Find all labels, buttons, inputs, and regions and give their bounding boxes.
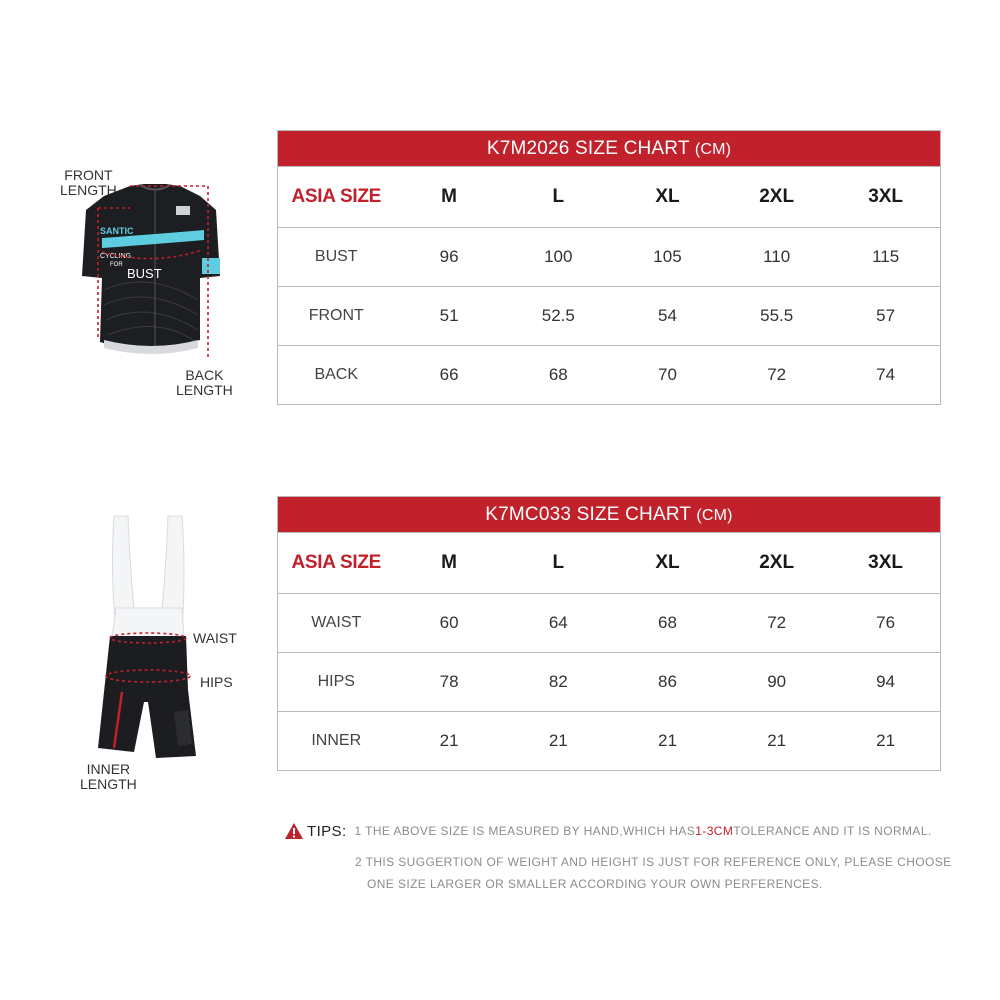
- jersey-logo-badge: [176, 206, 190, 215]
- bust-label: BUST: [127, 266, 162, 281]
- bib-size-xl: XL: [613, 533, 722, 594]
- table-cell: 21: [395, 712, 504, 771]
- jersey-asia-size-label: ASIA SIZE: [278, 167, 395, 228]
- table-cell: 90: [722, 653, 831, 712]
- table-row: [278, 287, 941, 346]
- table-cell: 94: [831, 653, 940, 712]
- row-label-bust: BUST: [278, 228, 395, 287]
- table-cell: 74: [831, 346, 940, 405]
- bib-size-m: M: [395, 533, 504, 594]
- table-cell: 72: [722, 346, 831, 405]
- table-cell: 96: [395, 228, 504, 287]
- waist-label: WAIST: [193, 630, 237, 646]
- table-row: [278, 228, 941, 287]
- jersey-brand-cycling: CYCLING: [100, 253, 132, 260]
- row-label-front: FRONT: [278, 287, 395, 346]
- bib-size-chart: [277, 496, 941, 771]
- table-cell: 21: [722, 712, 831, 771]
- inner-length-label-line2: LENGTH: [80, 776, 137, 792]
- table-cell: 105: [613, 228, 722, 287]
- table-row: [278, 594, 941, 653]
- table-cell: 100: [504, 228, 613, 287]
- table-cell: 78: [395, 653, 504, 712]
- table-cell: 66: [395, 346, 504, 405]
- jersey-size-2xl: 2XL: [722, 167, 831, 228]
- bib-size-3xl: 3XL: [831, 533, 940, 594]
- jersey-size-chart: [277, 130, 941, 405]
- bib-size-2xl: 2XL: [722, 533, 831, 594]
- tips-line1-end: TOLERANCE AND IT IS NORMAL.: [733, 824, 932, 838]
- table-cell: 68: [504, 346, 613, 405]
- table-cell: 57: [831, 287, 940, 346]
- tips-tolerance-value: 1-3CM: [695, 824, 734, 838]
- bib-size-header-row: [278, 533, 941, 594]
- table-cell: 21: [504, 712, 613, 771]
- jersey-brand-for: FOR: [110, 262, 123, 268]
- inner-length-label-line1: INNER: [86, 761, 131, 777]
- back-length-label-line1: BACK: [185, 367, 224, 383]
- jersey-illustration: [78, 180, 228, 365]
- row-label-waist: WAIST: [278, 594, 395, 653]
- warning-icon: [284, 822, 304, 840]
- table-row: [278, 653, 941, 712]
- table-cell: 76: [831, 594, 940, 653]
- front-length-label-line2: LENGTH: [60, 182, 117, 198]
- jersey-sleeve-cuff: [202, 258, 220, 274]
- inner-length-label: [80, 762, 137, 792]
- hips-label: HIPS: [200, 674, 233, 690]
- jersey-size-xl: XL: [613, 167, 722, 228]
- bib-shorts-illustration: [92, 512, 202, 767]
- back-length-label-line2: LENGTH: [176, 382, 233, 398]
- table-cell: 52.5: [504, 287, 613, 346]
- table-cell: 86: [613, 653, 722, 712]
- row-label-hips: HIPS: [278, 653, 395, 712]
- front-length-label-line1: FRONT: [64, 167, 113, 183]
- table-cell: 21: [613, 712, 722, 771]
- table-cell: 51: [395, 287, 504, 346]
- tips-line-2: 2 THIS SUGGERTION OF WEIGHT AND HEIGHT IS JUST FOR REFERENCE ONLY, PLEASE CHOOSE: [355, 855, 952, 869]
- table-cell: 21: [831, 712, 940, 771]
- bib-chart-title-text: K7MC033 SIZE CHART: [485, 503, 691, 525]
- jersey-size-3xl: 3XL: [831, 167, 940, 228]
- table-cell: 115: [831, 228, 940, 287]
- table-row: [278, 346, 941, 405]
- jersey-size-m: M: [395, 167, 504, 228]
- table-cell: 54: [613, 287, 722, 346]
- table-cell: 64: [504, 594, 613, 653]
- bib-chart-title: [278, 497, 941, 533]
- back-length-label: [176, 368, 233, 398]
- jersey-brand-santic: SANTIC: [100, 226, 134, 236]
- tips-title: TIPS:: [307, 822, 347, 840]
- table-cell: 68: [613, 594, 722, 653]
- tips-line1-text: 1 THE ABOVE SIZE IS MEASURED BY HAND,WHICH HAS: [354, 824, 696, 838]
- jersey-chart-unit: (CM): [694, 140, 732, 158]
- jersey-size-l: L: [504, 167, 613, 228]
- table-cell: 72: [722, 594, 831, 653]
- bib-asia-size-label: ASIA SIZE: [278, 533, 395, 594]
- bib-chart-unit: (CM): [696, 506, 733, 524]
- row-label-inner: INNER: [278, 712, 395, 771]
- bib-size-l: L: [504, 533, 613, 594]
- table-cell: 82: [504, 653, 613, 712]
- table-cell: 55.5: [722, 287, 831, 346]
- table-row: [278, 712, 941, 771]
- tips-line-1: [284, 822, 932, 840]
- table-cell: 70: [613, 346, 722, 405]
- table-cell: 110: [722, 228, 831, 287]
- table-cell: 60: [395, 594, 504, 653]
- jersey-chart-title-text: K7M2026 SIZE CHART: [486, 137, 690, 159]
- jersey-chart-title: [278, 131, 941, 167]
- tips-line-3: ONE SIZE LARGER OR SMALLER ACCORDING YOUR OWN PERFERENCES.: [367, 877, 823, 891]
- jersey-size-header-row: [278, 167, 941, 228]
- row-label-back: BACK: [278, 346, 395, 405]
